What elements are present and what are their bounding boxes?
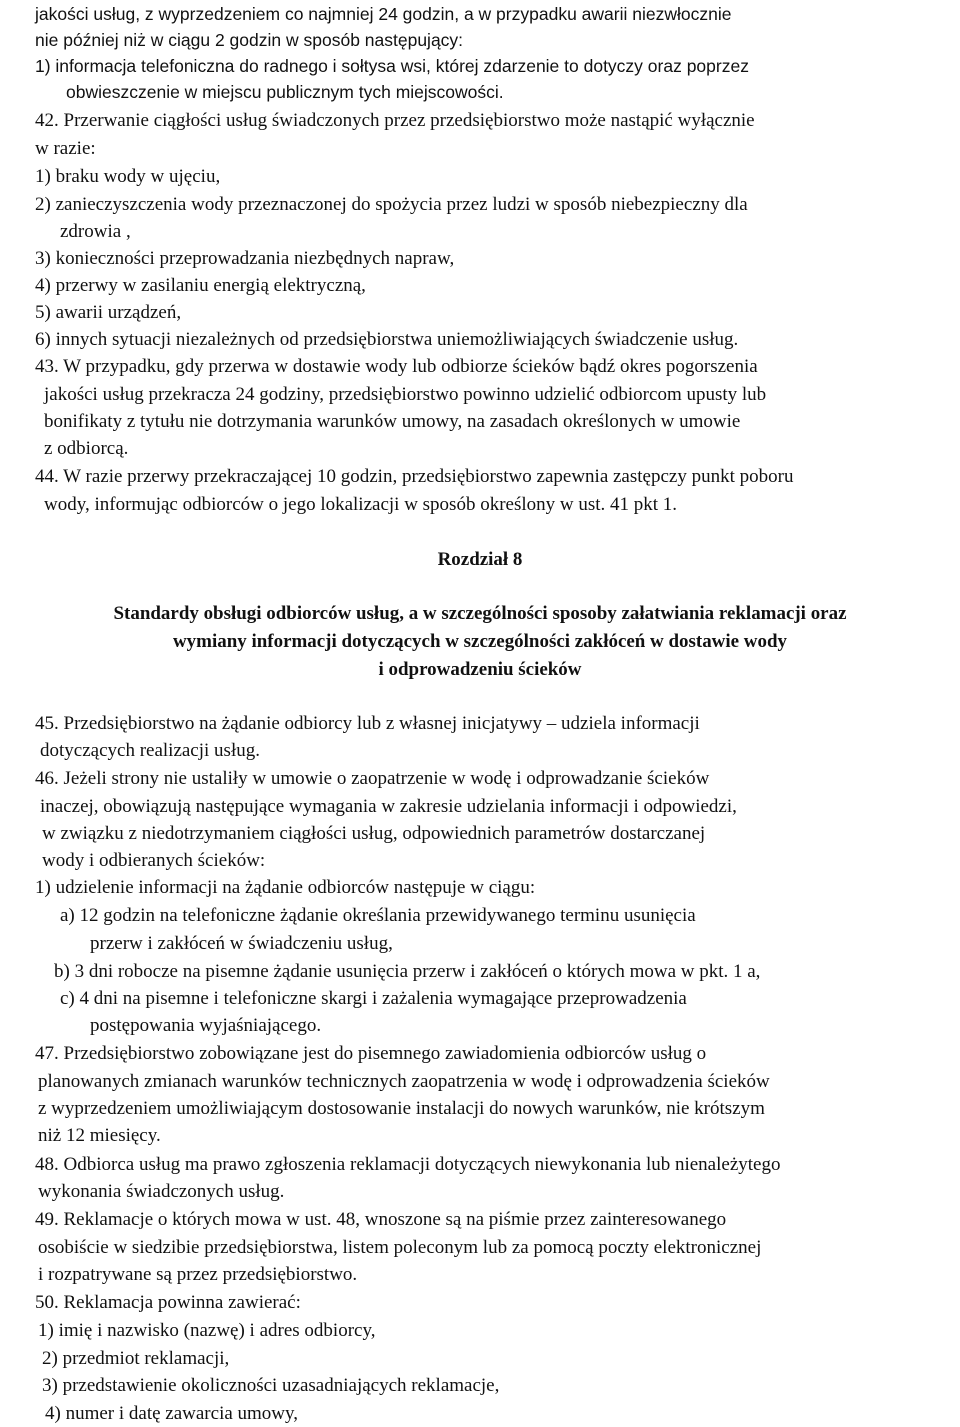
intro-line-1: jakości usług, z wyprzedzeniem co najmniej 24 godzin, a w przypadku awarii niezwłocznie [35,4,732,24]
p50-item-2: 2) przedmiot reklamacji, [42,1348,230,1369]
p46-item-1: 1) udzielenie informacji na żądanie odbiorców następuje w ciągu: [35,877,536,898]
p42-item-2a: 2) zanieczyszczenia wody przeznaczonej do spożycia przez ludzi w sposób niebezpieczny dla [35,194,748,215]
p46-item-a-line-1: a) 12 godzin na telefoniczne żądanie określania przewidywanego terminu usunięcia [60,905,696,926]
p46-line-4: wody i odbieranych ścieków: [42,850,266,871]
p46-line-3: w związku z niedotrzymaniem ciągłości usług, odpowiednich parametrów dostarczanej [42,823,706,844]
p42-item-4: 4) przerwy w zasilaniu energią elektryczną, [35,275,366,296]
p48-line-1: 48. Odbiorca usług ma prawo zgłoszenia reklamacji dotyczących niewykonania lub nienależytego [35,1154,781,1175]
chapter-heading-line-3: i odprowadzeniu ścieków [378,659,582,680]
p50-line-1: 50. Reklamacja powinna zawierać: [35,1292,301,1313]
p48-line-2: wykonania świadczonych usług. [38,1181,285,1202]
p49-line-1: 49. Reklamacje o których mowa w ust. 48, wnoszone są na piśmie przez zainteresowanego [35,1209,727,1230]
p50-item-1: 1) imię i nazwisko (nazwę) i adres odbiorcy, [38,1320,376,1341]
p45-line-1: 45. Przedsiębiorstwo na żądanie odbiorcy lub z własnej inicjatywy – udziela informacji [35,713,700,734]
p43-line-2: jakości usług przekracza 24 godziny, przedsiębiorstwo powinno udzielić odbiorcom upusty lub [44,384,767,405]
p43-line-1: 43. W przypadku, gdy przerwa w dostawie wody lub odbiorze ścieków bądź okres pogorszenia [35,356,758,377]
p47-line-4: niż 12 miesięcy. [38,1125,161,1146]
p49-line-2: osobiście w siedzibie przedsiębiorstwa, listem poleconym lub za pomocą poczty elektronicznej [38,1237,762,1258]
p46-item-c-line-2: postępowania wyjaśniającego. [90,1015,322,1036]
intro-line-2: nie później niż w ciągu 2 godzin w sposób następujący: [35,30,464,50]
p47-line-1: 47. Przedsiębiorstwo zobowiązane jest do pisemnego zawiadomienia odbiorców usług o [35,1043,707,1064]
p44-line-1: 44. W razie przerwy przekraczającej 10 godzin, przedsiębiorstwo zapewnia zastępczy punkt poboru [35,466,794,487]
p50-item-4: 4) numer i datę zawarcia umowy, [45,1403,299,1424]
chapter-heading-line-1: Standardy obsługi odbiorców usług, a w szczególności sposoby załatwiania reklamacji oraz [113,603,847,624]
chapter-title: Rozdział 8 [437,549,523,570]
p46-item-b: b) 3 dni robocze na pisemne żądanie usunięcia przerw i zakłóceń o których mowa w pkt. 1 a, [54,961,761,982]
p42-item-3: 3) konieczności przeprowadzania niezbędnych napraw, [35,248,455,269]
p43-line-3: bonifikaty z tytułu nie dotrzymania warunków umowy, na zasadach określonych w umowie [44,411,741,432]
p46-item-a-line-2: przerw i zakłóceń w świadczeniu usług, [90,933,393,954]
p47-line-3: z wyprzedzeniem umożliwiającym dostosowanie instalacji do nowych warunków, nie krótszym [38,1098,765,1119]
p42-line-2: w razie: [35,138,96,159]
p42-item-1: 1) braku wody w ujęciu, [35,166,221,187]
chapter-heading-line-2: wymiany informacji dotyczących w szczególności zakłóceń w dostawie wody [172,631,788,652]
p44-line-2: wody, informując odbiorców o jego lokalizacji w sposób określony w ust. 41 pkt 1. [44,494,678,515]
p42-item-6: 6) innych sytuacji niezależnych od przedsiębiorstwa uniemożliwiających świadczenie usług. [35,329,739,350]
p43-line-4: z odbiorcą. [44,438,129,459]
p46-line-1: 46. Jeżeli strony nie ustaliły w umowie o zaopatrzenie w wodę i odprowadzanie ścieków [35,768,710,789]
p49-line-3: i rozpatrywane są przez przedsiębiorstwo. [38,1264,358,1285]
p42-line-1: 42. Przerwanie ciągłości usług świadczonych przez przedsiębiorstwo może nastąpić wyłącznie [35,110,755,131]
p50-item-3: 3) przedstawienie okoliczności uzasadniających reklamacje, [42,1375,500,1396]
p42-item-5: 5) awarii urządzeń, [35,302,182,323]
intro-line-3: 1) informacja telefoniczna do radnego i sołtysa wsi, której zdarzenie to dotyczy oraz poprzez [35,56,749,76]
p45-line-2: dotyczących realizacji usług. [40,740,260,761]
p46-item-c-line-1: c) 4 dni na pisemne i telefoniczne skargi i zażalenia wymagające przeprowadzenia [60,988,687,1009]
p42-item-2b: zdrowia , [60,221,131,242]
p46-line-2: inaczej, obowiązują następujące wymagania w zakresie udzielania informacji i odpowiedzi, [40,796,737,817]
p47-line-2: planowanych zmianach warunków technicznych zaopatrzenia w wodę i odprowadzenia ścieków [38,1071,770,1092]
intro-line-4: obwieszczenie w miejscu publicznym tych miejscowości. [66,82,504,102]
